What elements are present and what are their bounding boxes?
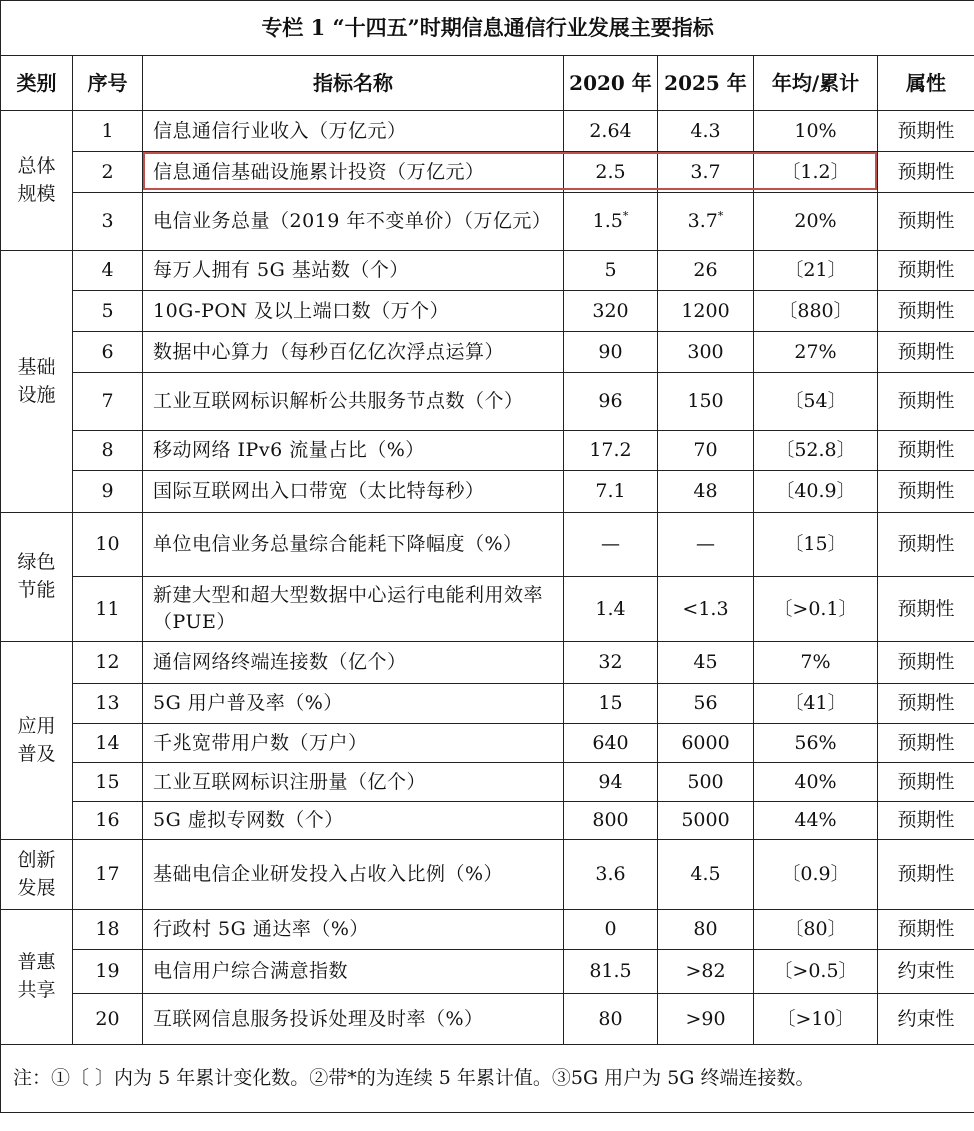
category-label: 总体规模 <box>17 154 56 205</box>
value-2020-cell: 5 <box>564 251 658 291</box>
table-row <box>1 291 974 332</box>
category-cell <box>1 111 73 251</box>
table-row <box>1 152 974 193</box>
category-label: 普惠共享 <box>17 951 56 1001</box>
value-2025-cell: 48 <box>658 471 754 513</box>
rate-cell: 20% <box>754 193 878 251</box>
indicator-name-cell: 10G-PON 及以上端口数（万个） <box>143 291 564 332</box>
value-2020-cell: 32 <box>564 642 658 684</box>
attribute-cell: 预期性 <box>878 152 974 193</box>
value-2020-cell: 320 <box>564 291 658 332</box>
indicator-name-cell: 数据中心算力（每秒百亿亿次浮点运算） <box>143 332 564 373</box>
row-no-cell: 1 <box>73 111 143 152</box>
indicator-name-cell: 工业互联网标识解析公共服务节点数（个） <box>143 373 564 431</box>
value-2025-cell: <1.3 <box>658 577 754 642</box>
category-label: 基础设施 <box>17 355 56 406</box>
table-row <box>1 950 974 994</box>
attribute-cell: 预期性 <box>878 513 974 577</box>
row-no-cell: 12 <box>73 642 143 684</box>
rate-cell: 〔80〕 <box>754 910 878 950</box>
row-no-cell: 6 <box>73 332 143 373</box>
row-no-cell: 20 <box>73 994 143 1045</box>
indicator-name-cell: 电信业务总量（2019 年不变单价）（万亿元） <box>143 193 564 251</box>
row-no-cell: 9 <box>73 471 143 513</box>
indicator-name-cell: 新建大型和超大型数据中心运行电能利用效率（PUE） <box>143 577 564 642</box>
category-cell <box>1 513 73 642</box>
table-row <box>1 513 974 577</box>
table-row <box>1 642 974 684</box>
value-2025-cell: 300 <box>658 332 754 373</box>
category-cell <box>1 642 73 840</box>
indicator-name-cell: 信息通信基础设施累计投资（万亿元） <box>143 152 564 193</box>
attribute-cell: 预期性 <box>878 840 974 910</box>
value-2025-cell: 4.5 <box>658 840 754 910</box>
value-2020-cell: 2.5 <box>564 152 658 193</box>
attribute-cell: 预期性 <box>878 802 974 840</box>
rate-cell: 27% <box>754 332 878 373</box>
value-2025-cell: >82 <box>658 950 754 994</box>
table-row <box>1 763 974 802</box>
table-row <box>1 251 974 291</box>
header-attribute: 属性 <box>878 56 974 111</box>
row-no-cell: 14 <box>73 724 143 763</box>
category-cell <box>1 910 73 1045</box>
row-no-cell: 5 <box>73 291 143 332</box>
value-2020-cell: 81.5 <box>564 950 658 994</box>
rate-cell: 56% <box>754 724 878 763</box>
value-2025-cell: 5000 <box>658 802 754 840</box>
row-no-cell: 18 <box>73 910 143 950</box>
row-no-cell: 15 <box>73 763 143 802</box>
value-2025-cell: >90 <box>658 994 754 1045</box>
table-row <box>1 577 974 642</box>
attribute-cell: 预期性 <box>878 910 974 950</box>
attribute-cell: 预期性 <box>878 291 974 332</box>
attribute-cell: 预期性 <box>878 763 974 802</box>
value-2020-cell: 2.64 <box>564 111 658 152</box>
rate-cell: 〔40.9〕 <box>754 471 878 513</box>
rate-cell: 40% <box>754 763 878 802</box>
value-2020-cell: 96 <box>564 373 658 431</box>
header-2020: 2020 年 <box>564 56 658 111</box>
indicator-name-cell: 千兆宽带用户数（万户） <box>143 724 564 763</box>
value-2025-cell: 1200 <box>658 291 754 332</box>
value-2020-cell: 3.6 <box>564 840 658 910</box>
value-2020-cell: 1.5* <box>564 193 658 251</box>
indicator-name-cell: 电信用户综合满意指数 <box>143 950 564 994</box>
table-row <box>1 994 974 1045</box>
row-no-cell: 10 <box>73 513 143 577</box>
table-row <box>1 111 974 152</box>
value-2020-cell: — <box>564 513 658 577</box>
rate-cell: 7% <box>754 642 878 684</box>
row-no-cell: 11 <box>73 577 143 642</box>
value-2025-cell: 500 <box>658 763 754 802</box>
indicator-name-cell: 每万人拥有 5G 基站数（个） <box>143 251 564 291</box>
rate-cell: 〔41〕 <box>754 684 878 724</box>
rate-cell: 〔0.9〕 <box>754 840 878 910</box>
value-2020-cell: 94 <box>564 763 658 802</box>
table-row <box>1 471 974 513</box>
asterisk-mark: * <box>717 209 724 223</box>
row-no-cell: 2 <box>73 152 143 193</box>
header-indicator-name: 指标名称 <box>143 56 564 111</box>
value-2020-cell: 90 <box>564 332 658 373</box>
row-no-cell: 13 <box>73 684 143 724</box>
footnote: 注：①〔 〕内为 5 年累计变化数。②带*的为连续 5 年累计值。③5G 用户为 5G 终端连接数。 <box>1 1045 974 1113</box>
category-cell <box>1 840 73 910</box>
rate-cell: 〔21〕 <box>754 251 878 291</box>
value-2020-cell: 800 <box>564 802 658 840</box>
rate-cell: 44% <box>754 802 878 840</box>
attribute-cell: 预期性 <box>878 193 974 251</box>
table-row <box>1 802 974 840</box>
indicator-name-cell: 信息通信行业收入（万亿元） <box>143 111 564 152</box>
table-title: 专栏 1 “十四五”时期信息通信行业发展主要指标 <box>1 1 974 56</box>
table-row <box>1 431 974 471</box>
value-2025-cell: 56 <box>658 684 754 724</box>
table-row <box>1 373 974 431</box>
table-row <box>1 193 974 251</box>
header-2025: 2025 年 <box>658 56 754 111</box>
rate-cell: 〔15〕 <box>754 513 878 577</box>
asterisk-mark: * <box>622 209 629 223</box>
indicator-name-cell: 单位电信业务总量综合能耗下降幅度（%） <box>143 513 564 577</box>
value-2025-cell: 70 <box>658 431 754 471</box>
row-no-cell: 17 <box>73 840 143 910</box>
attribute-cell: 预期性 <box>878 373 974 431</box>
value-2025-cell: 150 <box>658 373 754 431</box>
value-2025-cell: 3.7* <box>658 193 754 251</box>
table-row <box>1 840 974 910</box>
attribute-cell: 预期性 <box>878 332 974 373</box>
indicator-name-cell: 移动网络 IPv6 流量占比（%） <box>143 431 564 471</box>
value-2020-cell: 1.4 <box>564 577 658 642</box>
rate-cell: 〔54〕 <box>754 373 878 431</box>
indicator-name-cell: 5G 虚拟专网数（个） <box>143 802 564 840</box>
value-2020-cell: 7.1 <box>564 471 658 513</box>
attribute-cell: 预期性 <box>878 111 974 152</box>
value-2025-cell: 80 <box>658 910 754 950</box>
header-no: 序号 <box>73 56 143 111</box>
value-2025-cell: 3.7 <box>658 152 754 193</box>
value-2020-cell: 15 <box>564 684 658 724</box>
attribute-cell: 预期性 <box>878 724 974 763</box>
attribute-cell: 约束性 <box>878 950 974 994</box>
row-no-cell: 16 <box>73 802 143 840</box>
attribute-cell: 预期性 <box>878 684 974 724</box>
value-2025-cell: 26 <box>658 251 754 291</box>
value-2020-cell: 640 <box>564 724 658 763</box>
row-no-cell: 8 <box>73 431 143 471</box>
attribute-cell: 预期性 <box>878 642 974 684</box>
rate-cell: 〔880〕 <box>754 291 878 332</box>
value-2020-cell: 0 <box>564 910 658 950</box>
value-2020-cell: 80 <box>564 994 658 1045</box>
row-no-cell: 19 <box>73 950 143 994</box>
rate-cell: 〔1.2〕 <box>754 152 878 193</box>
header-rate: 年均/累计 <box>754 56 878 111</box>
attribute-cell: 预期性 <box>878 471 974 513</box>
table-row <box>1 724 974 763</box>
value-2025-cell: 6000 <box>658 724 754 763</box>
rate-cell: 〔>0.1〕 <box>754 577 878 642</box>
row-no-cell: 4 <box>73 251 143 291</box>
value-2025-cell: 4.3 <box>658 111 754 152</box>
attribute-cell: 预期性 <box>878 577 974 642</box>
header-category: 类别 <box>1 56 73 111</box>
rate-cell: 〔>0.5〕 <box>754 950 878 994</box>
attribute-cell: 约束性 <box>878 994 974 1045</box>
category-label: 绿色节能 <box>17 551 56 601</box>
row-no-cell: 7 <box>73 373 143 431</box>
indicator-name-cell: 工业互联网标识注册量（亿个） <box>143 763 564 802</box>
rate-cell: 〔52.8〕 <box>754 431 878 471</box>
table-row <box>1 910 974 950</box>
category-label: 应用普及 <box>17 714 56 765</box>
category-cell <box>1 251 73 513</box>
rate-cell: 10% <box>754 111 878 152</box>
indicator-name-cell: 国际互联网出入口带宽（太比特每秒） <box>143 471 564 513</box>
indicator-name-cell: 互联网信息服务投诉处理及时率（%） <box>143 994 564 1045</box>
value-2025-cell: 45 <box>658 642 754 684</box>
attribute-cell: 预期性 <box>878 431 974 471</box>
rate-cell: 〔>10〕 <box>754 994 878 1045</box>
header-row <box>1 56 974 111</box>
indicator-name-cell: 5G 用户普及率（%） <box>143 684 564 724</box>
category-label: 创新发展 <box>17 848 56 899</box>
indicator-name-cell: 通信网络终端连接数（亿个） <box>143 642 564 684</box>
value-2020-cell: 17.2 <box>564 431 658 471</box>
table-row <box>1 332 974 373</box>
attribute-cell: 预期性 <box>878 251 974 291</box>
indicator-name-cell: 行政村 5G 通达率（%） <box>143 910 564 950</box>
table-row <box>1 684 974 724</box>
indicator-name-cell: 基础电信企业研发投入占收入比例（%） <box>143 840 564 910</box>
row-no-cell: 3 <box>73 193 143 251</box>
value-2025-cell: — <box>658 513 754 577</box>
